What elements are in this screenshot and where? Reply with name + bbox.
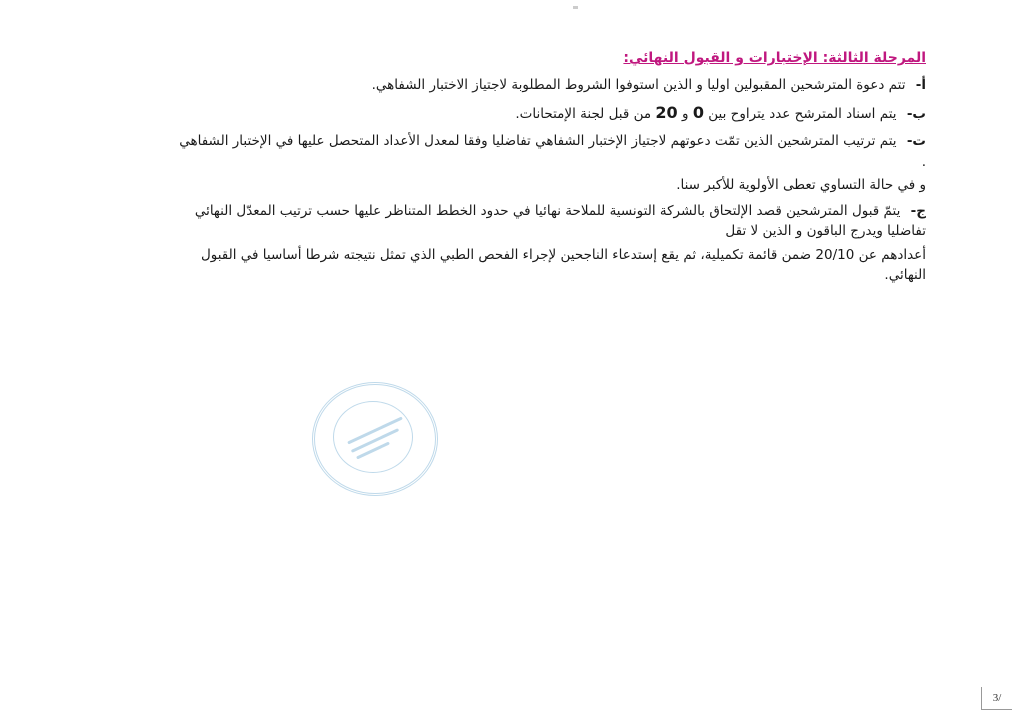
- item-b-text-before: يتم اسناد المترشح عدد يتراوح بين: [708, 106, 897, 123]
- item-b-num-b: 20: [655, 103, 678, 123]
- item-t-continuation: و في حالة التساوي تعطى الأولوية للأكبر سنا.: [676, 176, 926, 193]
- section-content: [176, 40, 926, 291]
- section-heading: المرحلة الثالثة: الإختبارات و القبول النهائي:: [623, 50, 926, 66]
- stamp-inner-ring: [333, 401, 413, 473]
- item-j-text: يتمّ قبول المترشحين قصد الإلتحاق بالشركة التونسية للملاحة نهائيا في حدود الخطط المتناظر عليها حسب ترتيب المعدّل النهائي تفاضليا ويدرج الباقون و الذين لا تقل: [194, 203, 926, 240]
- item-b-marker: ب-: [906, 106, 926, 123]
- item-j: [176, 201, 926, 242]
- item-t-text: يتم ترتيب المترشحين الذين تمّت دعوتهم لاجتياز الإختبار الشفاهي تفاضليا وفقا لمعدل الأعداد المتحصل عليها في الإختبار الشفاهي .: [179, 133, 926, 170]
- page-number: 3/: [981, 687, 1012, 710]
- item-b-text-after: من قبل لجنة الإمتحانات.: [515, 106, 652, 123]
- item-b-text-mid: و: [681, 106, 689, 123]
- item-a-marker: أ-: [915, 77, 926, 93]
- item-b-num-a: 0: [692, 103, 704, 123]
- item-a-text: تتم دعوة المترشحين المقبولين اوليا و الذين استوفوا الشروط المطلوبة لاجتياز الاختبار الشفاهي.: [371, 77, 906, 93]
- item-j-continuation: أعدادهم عن 20/10 ضمن قائمة تكميلية، ثم يقع إستدعاء الناجحين لإجراء الفحص الطبي الذي تمثل نتيجته شرطا أساسيا في القبول النهائي.: [200, 246, 926, 283]
- official-stamp-icon: [312, 382, 438, 496]
- item-t: [176, 131, 926, 172]
- scan-mark: [573, 6, 578, 9]
- item-j-marker: ج-: [910, 203, 926, 219]
- item-b: [176, 101, 926, 125]
- item-a: [176, 75, 926, 95]
- item-t-marker: ت-: [906, 133, 926, 150]
